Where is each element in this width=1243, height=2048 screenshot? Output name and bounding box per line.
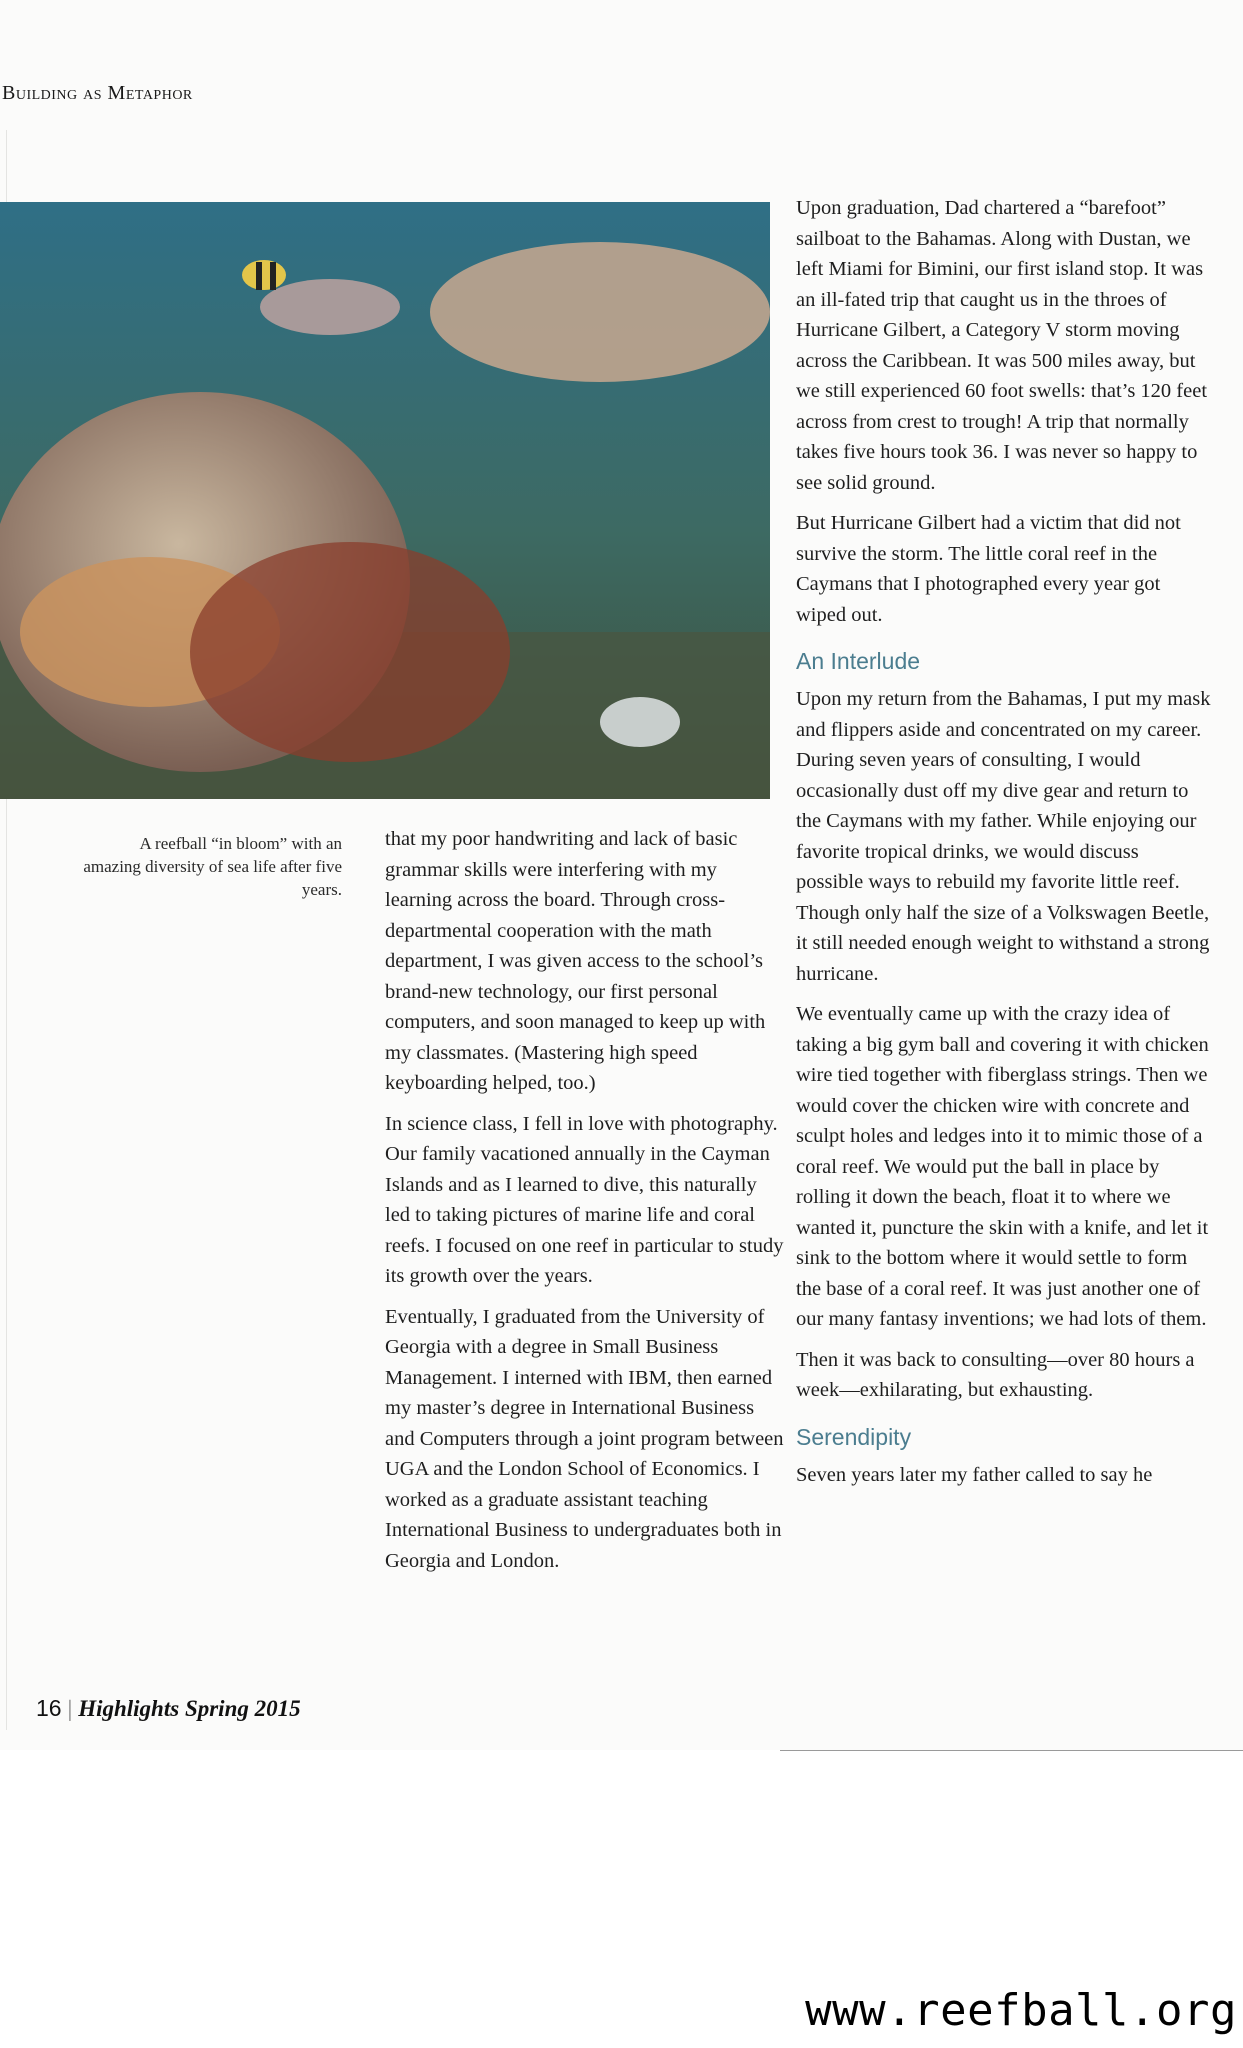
- reefball-photo-illustration: [0, 202, 770, 799]
- page-bottom-edge: [780, 1750, 1243, 1751]
- subheading-interlude: An Interlude: [796, 648, 921, 674]
- website-watermark: www.reefball.org: [805, 1985, 1237, 2036]
- paragraph: Upon graduation, Dad chartered a “barefoot” sailboat to the Bahamas. Along with Dustan, we left Miami for Bimini, our first island stop. It was an ill-fated trip that caught us in the throes of Hurricane Gilbert, a Category V storm moving across the Caribbean. It was 500 miles away, but we still experienced 60 foot swells: that’s 120 feet across from crest to trough! A trip that normally takes five hours took 36. I was never so happy to see solid ground.: [796, 197, 1208, 494]
- paragraph: Eventually, I graduated from the University of Georgia with a degree in Small Business Management. I interned with IBM, then earned my master’s degree in International Business and Computers through a joint program between UGA and the London School of Economics. I worked as a graduate assistant teaching International Business to undergraduates both in Georgia and London.: [385, 1305, 784, 1572]
- publication-name: Highlights Spring 2015: [78, 1696, 301, 1721]
- subheading-serendipity: Serendipity: [796, 1423, 912, 1450]
- page-footer: 16 | Highlights Spring 2015: [36, 1695, 301, 1721]
- reefball-photo: [0, 202, 770, 799]
- paragraph: Upon my return from the Bahamas, I put my mask and flippers aside and concentrated on my career. During seven years of consulting, I would occasionally dust off my dive gear and return to the Caymans with my father. While enjoying our favorite tropical drinks, we would discuss possible ways to rebuild my favorite little reef. Though only half the size of a Volkswagen Beetle, it still needed enough weight to withstand a strong hurricane.: [796, 688, 1211, 985]
- paragraph: Then it was back to consulting—over 80 hours a week—exhilarating, but exhausting.: [796, 1348, 1195, 1401]
- paragraph: But Hurricane Gilbert had a victim that did not survive the storm. The little coral reef in the Caymans that I photographed every year got wiped out.: [796, 512, 1181, 626]
- article-column-right: [796, 193, 1211, 1500]
- paragraph: In science class, I fell in love with photography. Our family vacationed annually in the Cayman Islands and as I learned to dive, this naturally led to taking pictures of marine life and coral reefs. I focused on one reef in particular to study its growth over the years.: [385, 1112, 784, 1287]
- page-number: 16: [36, 1695, 62, 1721]
- paragraph: Seven years later my father called to say he: [796, 1463, 1153, 1486]
- article-column-middle: [385, 824, 785, 1586]
- photo-caption: A reefball “in bloom” with an amazing diversity of sea life after five years.: [83, 834, 342, 899]
- paragraph: that my poor handwriting and lack of basic grammar skills were interfering with my learning across the board. Through cross-departmental cooperation with the math department, I was given access to the school’s brand-new technology, our first personal computers, and soon managed to keep up with my classmates. (Mastering high speed keyboarding helped, too.): [385, 828, 766, 1094]
- section-header: Building as Metaphor: [2, 82, 193, 104]
- paragraph: We eventually came up with the crazy idea of taking a big gym ball and covering it with chicken wire tied together with fiberglass strings. Then we would cover the chicken wire with concrete and sculpt holes and ledges into it to mimic those of a coral reef. We would put the ball in place by rolling it down the beach, float it to where we wanted it, puncture the skin with a knife, and let it sink to the bottom where it would settle to form the base of a coral reef. It was just another one of our many fantasy inventions; we had lots of them.: [796, 1003, 1209, 1330]
